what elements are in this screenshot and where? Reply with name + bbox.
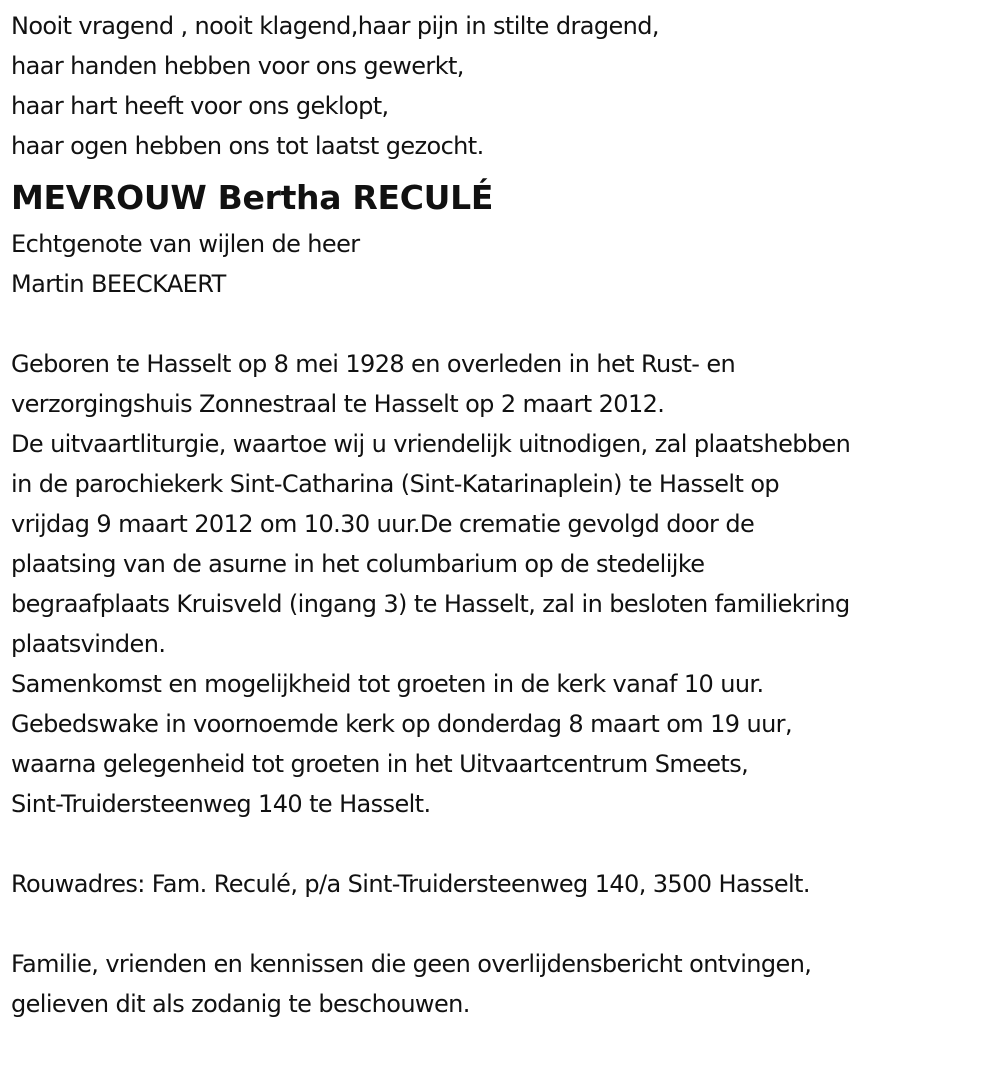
spouse-name: Martin BEECKAERT: [11, 270, 226, 298]
body-line: De uitvaartliturgie, waartoe wij u vriendelijk uitnodigen, zal plaatshebben: [11, 430, 851, 458]
body-line: Sint-Truidersteenweg 140 te Hasselt.: [11, 790, 431, 818]
body-line: in de parochiekerk Sint-Catharina (Sint-Katarinaplein) te Hasselt op: [11, 470, 780, 498]
spacer: [11, 304, 996, 344]
closing-note: [11, 944, 996, 1024]
mourning-address: Rouwadres: Fam. Reculé, p/a Sint-Truidersteenweg 140, 3500 Hasselt.: [11, 870, 810, 898]
body-line: waarna gelegenheid tot groeten in het Uitvaartcentrum Smeets,: [11, 750, 749, 778]
relation-line: Echtgenote van wijlen de heer: [11, 230, 360, 258]
deceased-name: MEVROUW Bertha RECULÉ: [11, 178, 494, 217]
funeral-details: [11, 344, 996, 824]
body-line: Geboren te Hasselt op 8 mei 1928 en overleden in het Rust- en: [11, 350, 736, 378]
body-line: begraafplaats Kruisveld (ingang 3) te Hasselt, zal in besloten familiekring: [11, 590, 850, 618]
body-line: plaatsing van de asurne in het columbarium op de stedelijke: [11, 550, 705, 578]
poem-line: haar hart heeft voor ons geklopt,: [11, 92, 389, 120]
poem-line: Nooit vragend , nooit klagend,haar pijn in stilte dragend,: [11, 12, 659, 40]
spacer: [11, 904, 996, 944]
body-line: vrijdag 9 maart 2012 om 10.30 uur.De crematie gevolgd door de: [11, 510, 755, 538]
body-line: Gebedswake in voornoemde kerk op donderdag 8 maart om 19 uur,: [11, 710, 792, 738]
body-line: Samenkomst en mogelijkheid tot groeten in de kerk vanaf 10 uur.: [11, 670, 764, 698]
closing-line: gelieven dit als zodanig te beschouwen.: [11, 990, 470, 1018]
poem-line: haar handen hebben voor ons gewerkt,: [11, 52, 464, 80]
poem-line: haar ogen hebben ons tot laatst gezocht.: [11, 132, 484, 160]
obituary-notice: [11, 6, 996, 1024]
body-line: plaatsvinden.: [11, 630, 166, 658]
body-line: verzorgingshuis Zonnestraal te Hasselt op 2 maart 2012.: [11, 390, 665, 418]
poem: [11, 6, 996, 166]
spouse-relation: [11, 224, 996, 304]
spacer: [11, 824, 996, 864]
closing-line: Familie, vrienden en kennissen die geen overlijdensbericht ontvingen,: [11, 950, 812, 978]
